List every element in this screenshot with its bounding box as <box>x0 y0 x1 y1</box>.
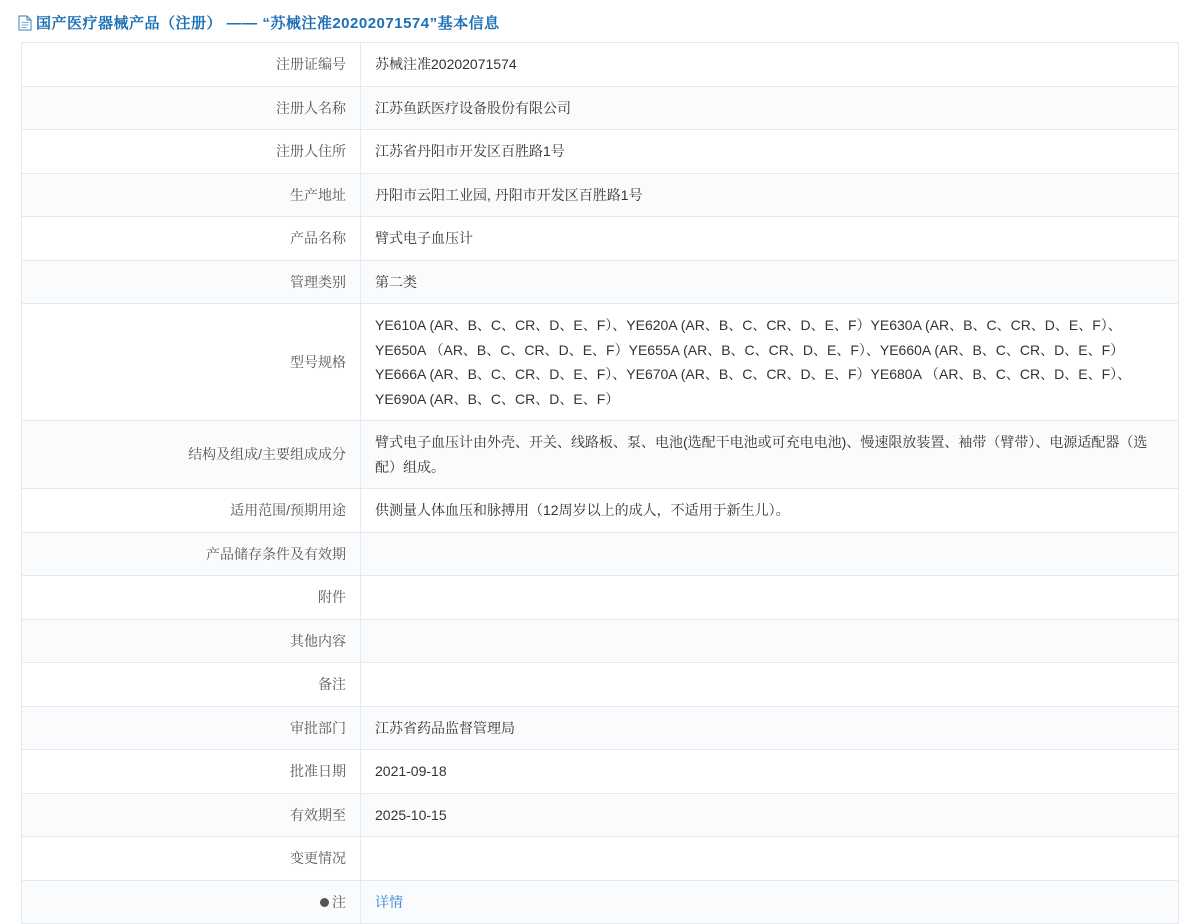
row-label: 有效期至 <box>22 793 361 837</box>
row-label: 附件 <box>22 576 361 620</box>
note-label-text: 注 <box>332 893 346 910</box>
row-value <box>361 619 1179 663</box>
row-value: 臂式电子血压计 <box>361 217 1179 261</box>
row-value: 江苏省药品监督管理局 <box>361 706 1179 750</box>
table-row <box>22 619 1179 663</box>
table-row <box>22 421 1179 489</box>
bullet-icon <box>320 898 329 907</box>
row-value <box>361 532 1179 576</box>
table-row <box>22 880 1179 924</box>
row-label: 产品储存条件及有效期 <box>22 532 361 576</box>
table-row <box>22 86 1179 130</box>
table-row <box>22 489 1179 533</box>
table-row <box>22 706 1179 750</box>
row-value: 2025-10-15 <box>361 793 1179 837</box>
table-row <box>22 663 1179 707</box>
table-row <box>22 304 1179 421</box>
table-row <box>22 43 1179 87</box>
row-value: 丹阳市云阳工业园, 丹阳市开发区百胜路1号 <box>361 173 1179 217</box>
table-row <box>22 260 1179 304</box>
table-row <box>22 130 1179 174</box>
row-value <box>361 576 1179 620</box>
row-label: 注册人住所 <box>22 130 361 174</box>
row-label: 型号规格 <box>22 304 361 421</box>
row-value: YE610A (AR、B、C、CR、D、E、F）、YE620A (AR、B、C、CR、D、E、F）YE630A (AR、B、C、CR、D、E、F）、YE650A （AR、B、C、CR、D、E、F）YE655A (AR、B、C、CR、D、E、F）、YE660A (AR、B、C、CR、D、E、F）YE666A (AR、B、C、CR、D、E、F）、YE670A (AR、B、C、CR、D、E、F）YE680A （AR、B、C、CR、D、E、F）、YE690A (AR、B、C、CR、D、E、F） <box>361 304 1179 421</box>
row-label: 其他内容 <box>22 619 361 663</box>
row-label: 批准日期 <box>22 750 361 794</box>
row-label: 结构及组成/主要组成成分 <box>22 421 361 489</box>
row-value: 江苏鱼跃医疗设备股份有限公司 <box>361 86 1179 130</box>
row-label-note <box>22 880 361 924</box>
row-value: 臂式电子血压计由外壳、开关、线路板、泵、电池(选配干电池或可充电电池)、慢速限放装置、袖带（臂带）、电源适配器（选配）组成。 <box>361 421 1179 489</box>
row-label: 适用范围/预期用途 <box>22 489 361 533</box>
row-label: 注册人名称 <box>22 86 361 130</box>
row-label: 管理类别 <box>22 260 361 304</box>
table-row <box>22 793 1179 837</box>
row-label: 注册证编号 <box>22 43 361 87</box>
row-value <box>361 837 1179 881</box>
row-value <box>361 663 1179 707</box>
row-value: 苏械注准20202071574 <box>361 43 1179 87</box>
table-row <box>22 750 1179 794</box>
table-row <box>22 217 1179 261</box>
row-value: 2021-09-18 <box>361 750 1179 794</box>
row-label: 生产地址 <box>22 173 361 217</box>
row-label: 审批部门 <box>22 706 361 750</box>
table-row <box>22 173 1179 217</box>
product-info-table <box>21 42 1179 924</box>
details-link[interactable]: 详情 <box>375 893 403 910</box>
page-title: 国产医疗器械产品（注册） —— “苏械注准20202071574”基本信息 <box>36 14 500 32</box>
document-icon <box>18 15 32 31</box>
table-row <box>22 837 1179 881</box>
row-value: 供测量人体血压和脉搏用（12周岁以上的成人，不适用于新生儿）。 <box>361 489 1179 533</box>
row-value: 江苏省丹阳市开发区百胜路1号 <box>361 130 1179 174</box>
row-value: 第二类 <box>361 260 1179 304</box>
page-header <box>0 0 1200 42</box>
row-value <box>361 880 1179 924</box>
row-label: 产品名称 <box>22 217 361 261</box>
row-label: 变更情况 <box>22 837 361 881</box>
table-row <box>22 532 1179 576</box>
table-row <box>22 576 1179 620</box>
row-label: 备注 <box>22 663 361 707</box>
